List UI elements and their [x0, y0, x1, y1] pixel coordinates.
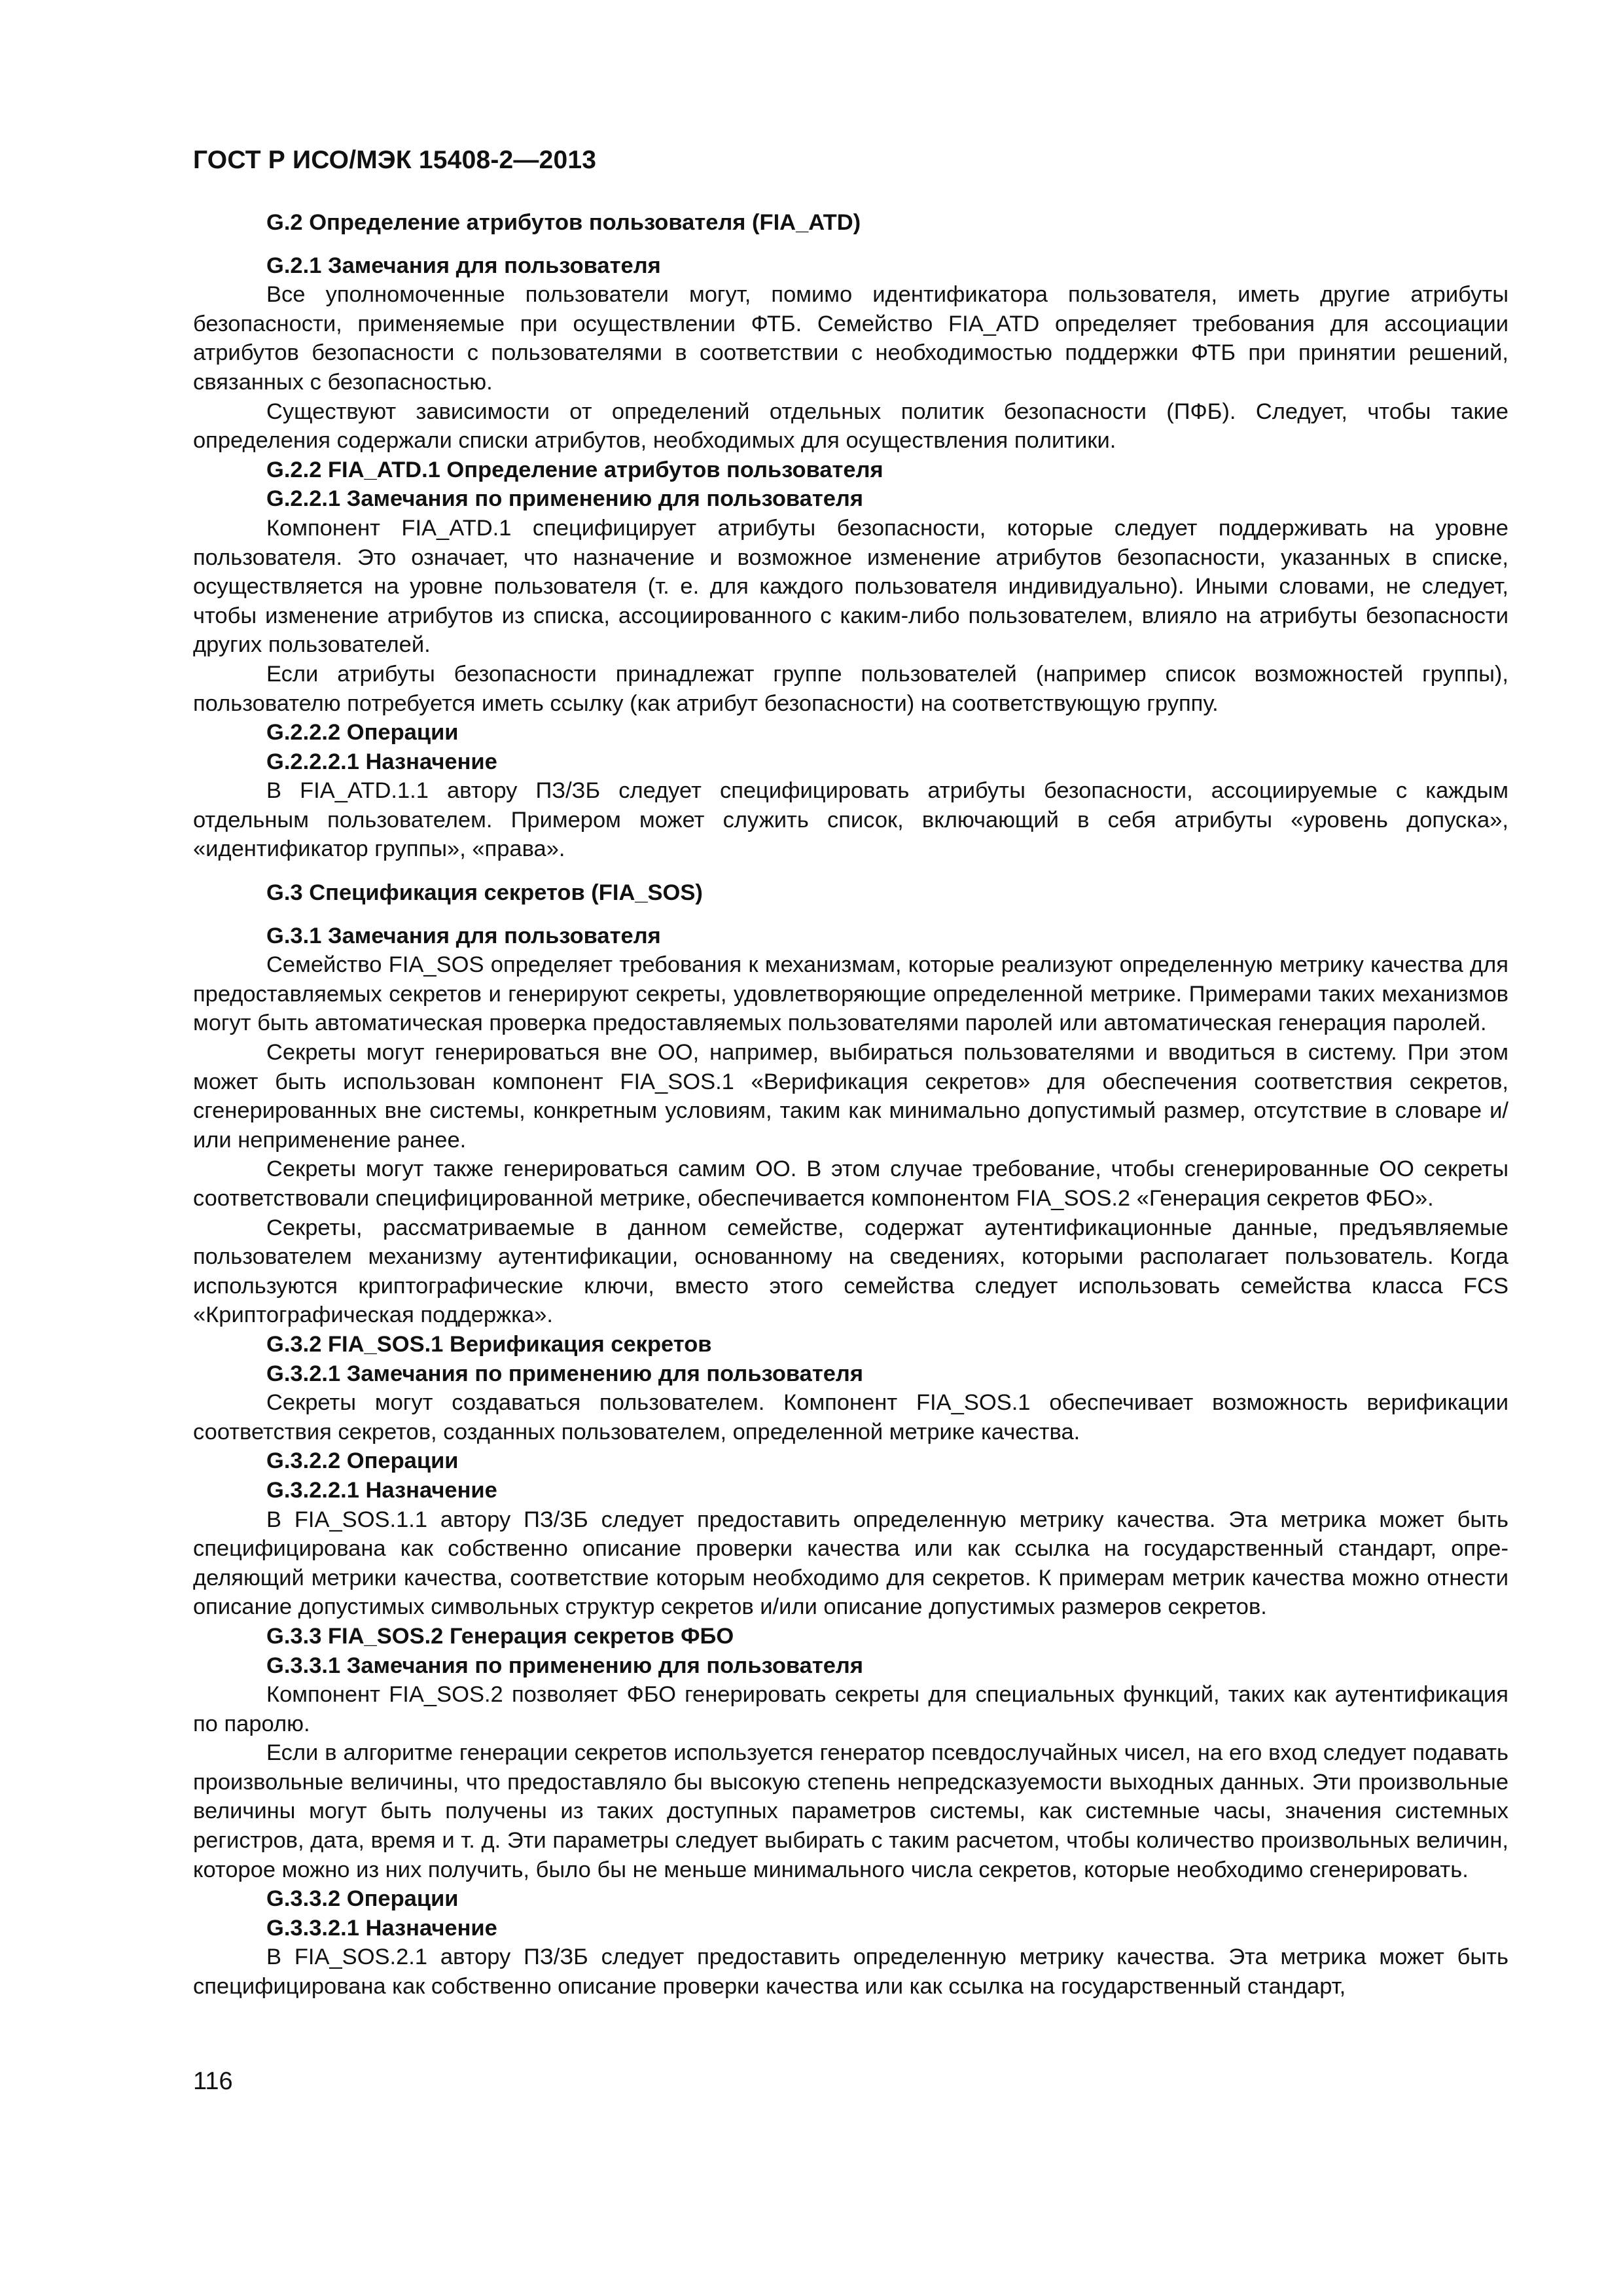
paragraph: Если в алгоритме генерации секретов используется генератор псевдослучайных чисел, на его вход следует подавать произвольные величины, что предоставляло бы высокую степень непредсказуемости выходных данных. Эти произвольные величины могут быть получены из таких доступных параметров системы, как системные часы, значения системных регистров, дата, время и т. д. Эти параметры следует выбирать с таким расчетом, чтобы количество произвольных величин, которое можно из них получить, было бы не меньше минимального числа секретов, которые необходимо сгенерировать. [193, 1740, 1508, 1882]
subsection-heading-g3-2-2-1: G.3.2.2.1 Назначение [266, 1477, 497, 1503]
paragraph: Если атрибуты безопасности принадлежат группе пользователей (например список возможностей группы), пользователю потребуется иметь ссылку (как атрибут безопасности) на соответствующую группу. [193, 661, 1508, 716]
page-number: 116 [193, 2068, 233, 2095]
paragraph: Компонент FIA_ATD.1 специфицирует атрибуты безопасности, которые следует поддерживать на уровне пользователя. Это означает, что назначение и возможное изменение атрибутов безопасности, указанных в списке, осуществляется на уровне пользователя (т. е. для каждого пользователя индивидуально). Иными словами, не следует, чтобы изменение атрибутов из списка, ассоциированного с каким-либо пользователем, влияло на атрибуты безопасности других пользователей. [193, 515, 1508, 658]
standard-header: ГОСТ Р ИСО/МЭК 15408-2—2013 [193, 146, 597, 174]
subsection-heading-g2-1: G.2.1 Замечания для пользователя [266, 253, 661, 278]
paragraph: Семейство FIA_SOS определяет требования к механизмам, которые реализуют определенную метрику качества для предоставляемых секретов и генерируют секреты, удовлетворяющие определенной метрике. Примерами таких механизмов могут быть автоматическая проверка предоставляемых пользователями паролей или автоматическая генерация паролей. [193, 952, 1508, 1036]
subsection-heading-g2-2-1: G.2.2.1 Замечания по применению для пользователя [266, 486, 863, 512]
paragraph: Все уполномоченные пользователи могут, помимо идентификатора пользователя, иметь другие атрибуты безопасности, применяемые при осуществлении ФТБ. Семейство FIA_ATD определяет требования для ассоциации атрибутов безопасности с пользователями в соответствии с необходимостью поддержки ФТБ при принятии решений, связанных с безопасностью. [193, 282, 1508, 395]
subsection-heading-g3-1: G.3.1 Замечания для пользователя [266, 923, 661, 948]
paragraph: Секреты, рассматриваемые в данном семействе, содержат аутентификационные данные, предъявляемые пользователем механизму аутентификации, основанному на сведениях, которыми располагает пользователь. Когда используются криптографические ключи, вместо этого семейства следует использовать семейства класса FCS «Криптографическая поддержка». [193, 1215, 1508, 1328]
paragraph: В FIA_ATD.1.1 автору ПЗ/ЗБ следует специфицировать атрибуты безопасности, ассоциируемые с каждым отдельным пользователем. Примером может служить список, включающий в себя атрибуты «уровень допуска», «идентификатор группы», «права». [193, 778, 1508, 862]
paragraph: Секреты могут также генерироваться самим ОО. В этом случае требование, чтобы сгенерированные ОО секреты соответствовали специфицированной метрике, обеспечивается компонентом FIA_SOS.2 «Генерация секретов ФБО». [193, 1157, 1508, 1211]
subsection-heading-g3-2: G.3.2 FIA_SOS.1 Верификация секретов [266, 1331, 712, 1357]
paragraph: Существуют зависимости от определений отдельных политик безопасности (ПФБ). Следует, чтобы такие определения содержали списки атрибутов, необходимых для осуществления политики. [193, 399, 1508, 454]
subsection-heading-g3-2-2: G.3.2.2 Операции [266, 1448, 459, 1474]
subsection-heading-g2-2: G.2.2 FIA_ATD.1 Определение атрибутов пользователя [266, 457, 883, 482]
paragraph: Компонент FIA_SOS.2 позволяет ФБО генерировать секреты для специальных функций, таких как аутентификация по паролю. [193, 1682, 1508, 1736]
section-heading-g2: G.2 Определение атрибутов пользователя (FIA_ATD) [266, 210, 861, 235]
paragraph: В FIA_SOS.2.1 автору ПЗ/ЗБ следует предоставить определенную метрику качества. Эта метрика может быть специфицирована как собственно описание проверки качества или как ссылка на государственный стандарт, [193, 1945, 1508, 2000]
subsection-heading-g3-2-1: G.3.2.1 Замечания по применению для пользователя [266, 1361, 863, 1386]
subsection-heading-g3-3: G.3.3 FIA_SOS.2 Генерация секретов ФБО [266, 1623, 734, 1649]
document-page [193, 145, 1508, 2001]
section-heading-g3: G.3 Спецификация секретов (FIA_SOS) [266, 880, 703, 906]
subsection-heading-g3-3-2: G.3.3.2 Операции [266, 1886, 459, 1912]
subsection-heading-g2-2-2-1: G.2.2.2.1 Назначение [266, 749, 497, 774]
paragraph: Секреты могут генерироваться вне ОО, например, выбираться пользователями и вводиться в систему. При этом может быть использован компонент FIA_SOS.1 «Верификация секретов» для обеспечения соответствия секретов, сгенерированных вне системы, конкретным условиям, таким как минимально допустимый размер, отсутствие в словаре и/или неприменение ранее. [193, 1040, 1508, 1153]
document-body [193, 208, 1508, 2001]
subsection-heading-g2-2-2: G.2.2.2 Операции [266, 720, 459, 745]
paragraph: Секреты могут создаваться пользователем. Компонент FIA_SOS.1 обеспечивает возможность верификации соответствия секретов, созданных пользователем, определенной метрике качества. [193, 1390, 1508, 1444]
paragraph: В FIA_SOS.1.1 автору ПЗ/ЗБ следует предоставить определенную метрику качества. Эта метрика может быть специфицирована как собственно описание проверки качества или как ссылка на государственный стандарт, определяющий метрики качества, соответствие которым необходимо для секретов. К примерам метрик качества можно отнести описание допустимых символьных структур секретов и/или описание допустимых размеров секретов. [193, 1507, 1508, 1620]
subsection-heading-g3-3-2-1: G.3.3.2.1 Назначение [266, 1915, 497, 1941]
subsection-heading-g3-3-1: G.3.3.1 Замечания по применению для пользователя [266, 1653, 863, 1678]
